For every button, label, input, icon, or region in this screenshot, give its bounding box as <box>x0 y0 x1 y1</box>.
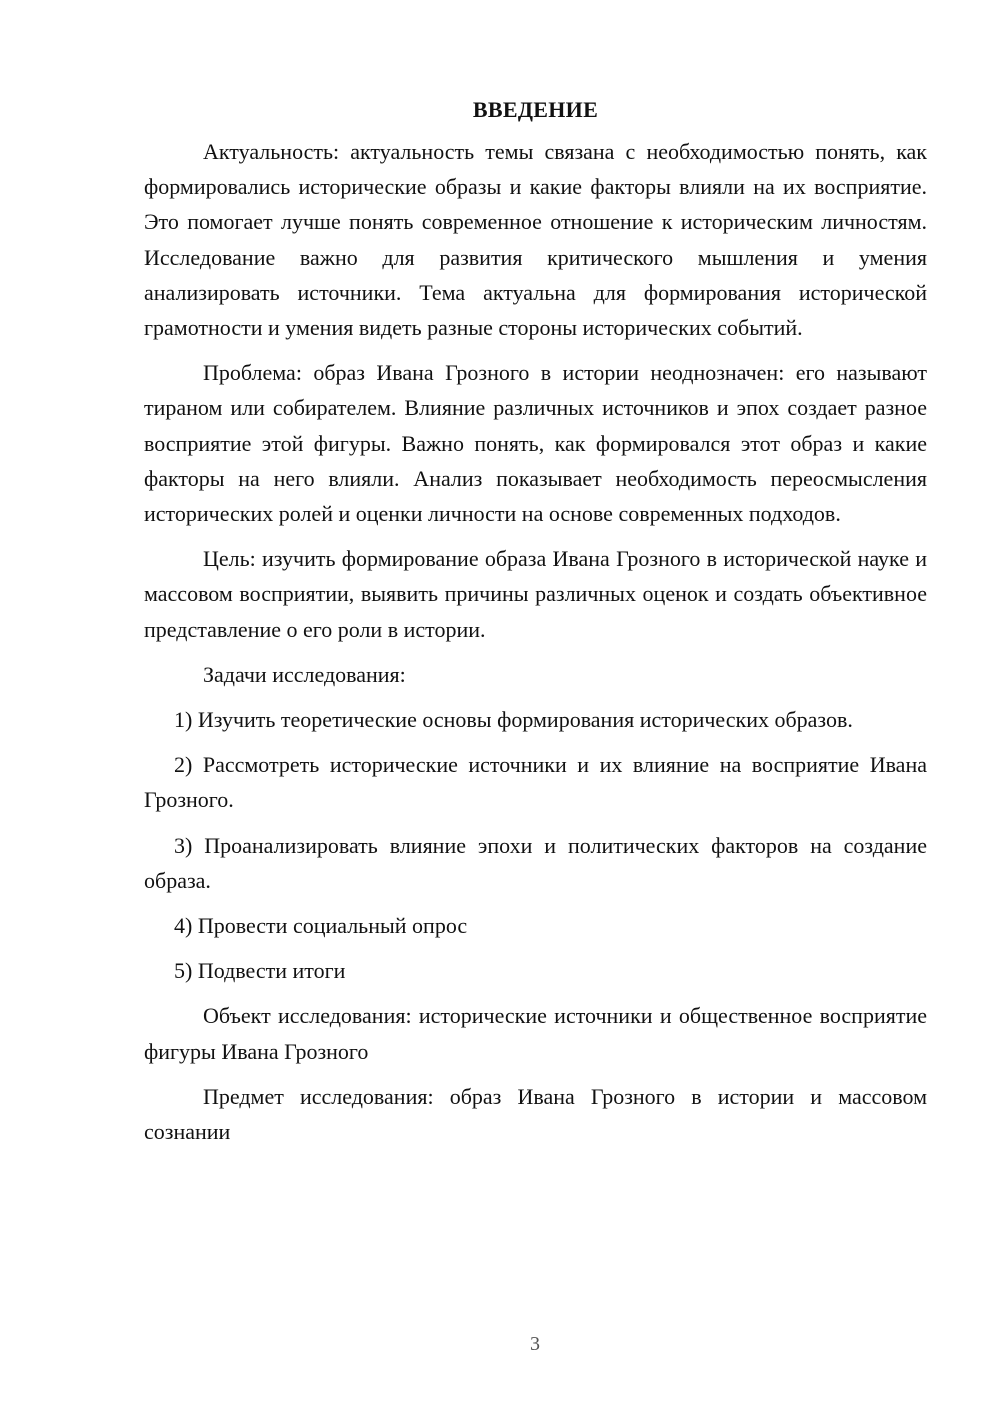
task-item-3: 3) Проанализировать влияние эпохи и политических факторов на создание образа. <box>144 832 927 893</box>
relevance-paragraph: Актуальность: актуальность темы связана с необходимостью понять, как формировались исторические образы и какие факторы влияли на их восприятие. Это помогает лучше понять современное отношение к историческим личностям. Исследование важно для развития критического мышления и умения анализировать источники. Тема актуальна для формирования исторической грамотности и умения видеть разные стороны исторических событий. <box>144 139 927 341</box>
task-item-1: 1) Изучить теоретические основы формирования исторических образов. <box>174 707 853 733</box>
tasks-heading: Задачи исследования: <box>203 661 406 687</box>
page-content <box>144 92 927 1159</box>
goal-paragraph: Цель: изучить формирование образа Ивана Грозного в исторической науке и массовом восприятии, выявить причины различных оценок и создать объективное представление о его роли в истории. <box>144 546 927 642</box>
task-item-2: 2) Рассмотреть исторические источники и их влияние на восприятие Ивана Грозного. <box>144 752 927 813</box>
task-item-4: 4) Провести социальный опрос <box>174 913 468 939</box>
section-heading: ВВЕДЕНИЕ <box>472 97 599 122</box>
task-item-5: 5) Подвести итоги <box>174 958 346 984</box>
object-paragraph: Объект исследования: исторические источники и общественное восприятие фигуры Ивана Грозного <box>144 1003 927 1064</box>
page-number: 3 <box>530 1333 540 1355</box>
problem-paragraph: Проблема: образ Ивана Грозного в истории неоднозначен: его называют тираном или собирателем. Влияние различных источников и эпох создает разное восприятие этой фигуры. Важно понять, как формировался этот образ и какие факторы на него влияли. Анализ показывает необходимость переосмысления исторических ролей и оценки личности на основе современных подходов. <box>144 360 927 527</box>
subject-paragraph: Предмет исследования: образ Ивана Грозного в истории и массовом сознании <box>144 1083 927 1145</box>
